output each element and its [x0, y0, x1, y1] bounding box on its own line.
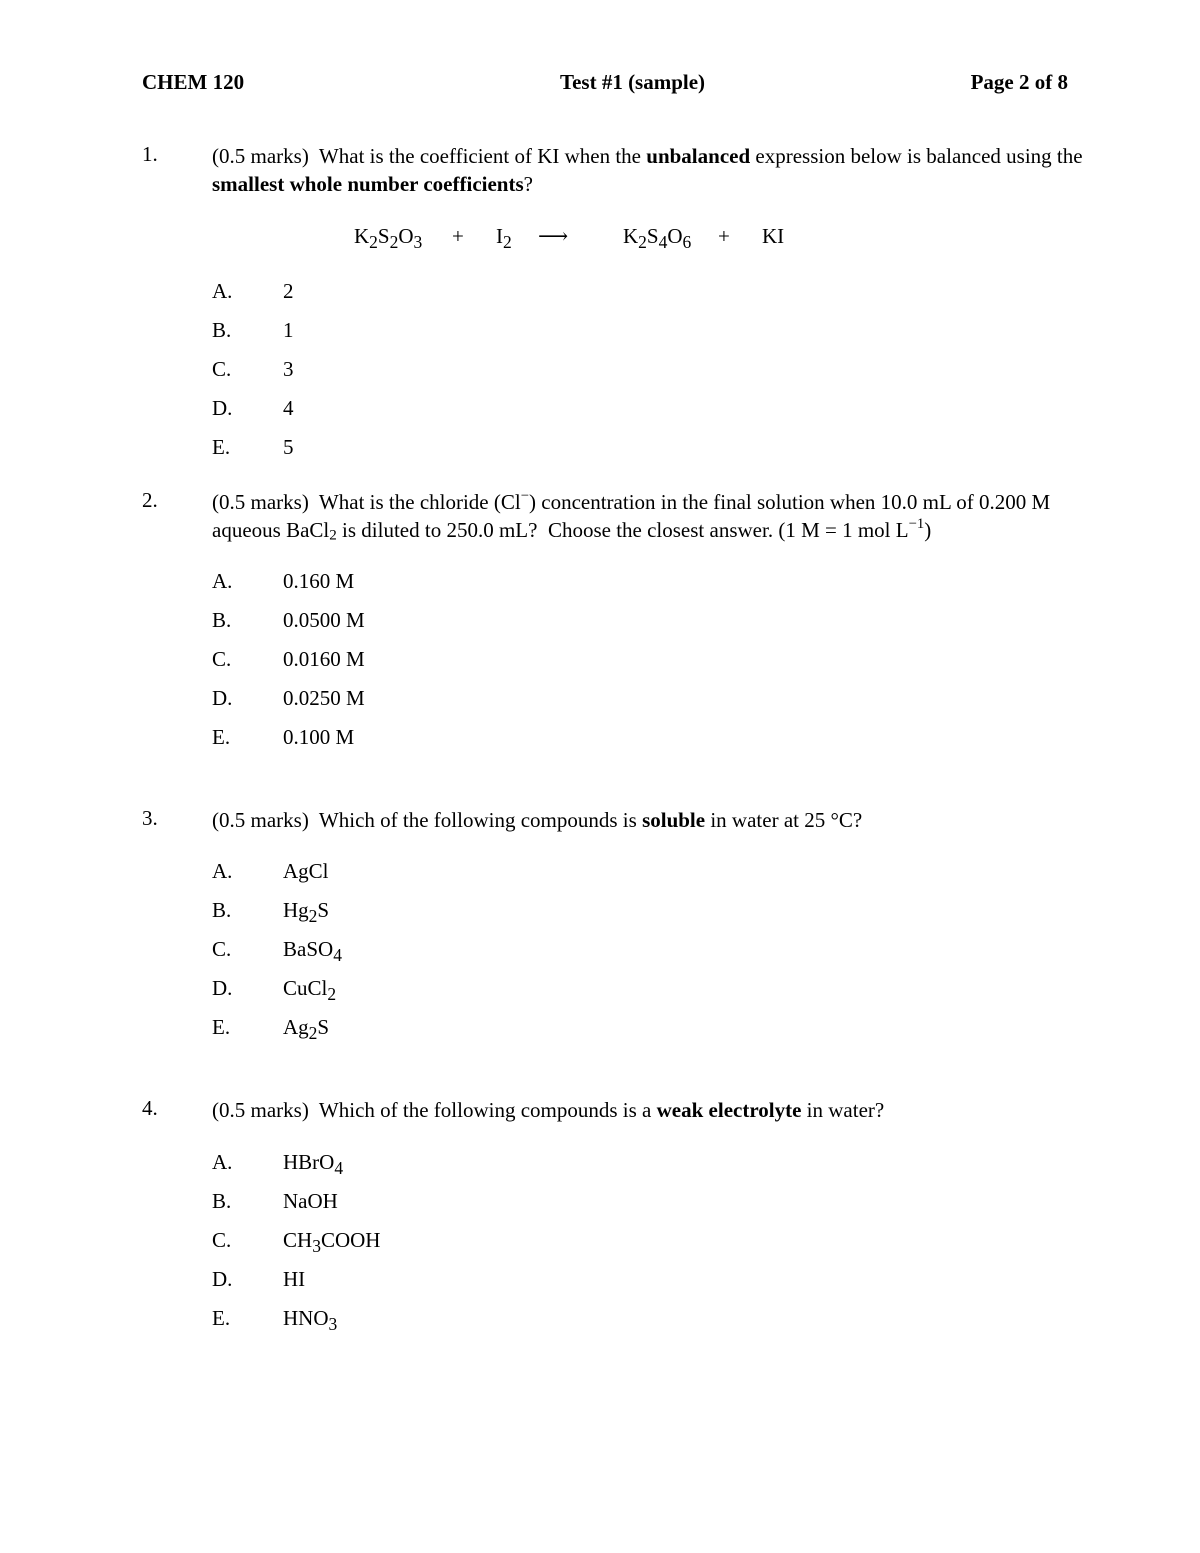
option-letter: D. [212, 976, 233, 1000]
option-value: BaSO$_4$ [283, 937, 342, 966]
option-value: 1 [283, 318, 294, 342]
equation-reactant-1: $K_2S_2O_3$ [354, 224, 423, 253]
equation-product-1: $K_2S_4O_6$ [623, 224, 692, 253]
option-letter: E. [212, 1015, 231, 1039]
option-letter: D. [212, 396, 233, 420]
question-text: (0.5 marks) Which of the following compounds is soluble in water at 25 °C? [212, 808, 863, 832]
option-letter: A. [212, 279, 233, 303]
page-header [142, 70, 1068, 100]
option-value: HI [283, 1267, 306, 1291]
option-value: HBrO$_4$ [283, 1150, 344, 1179]
course-code: CHEM 120 [142, 70, 245, 94]
equation-product-2: KI [762, 224, 785, 248]
question-number: 2. [142, 488, 158, 512]
question-number: 4. [142, 1096, 158, 1120]
option-letter: A. [212, 859, 233, 883]
equation-plus-1: + [452, 224, 464, 248]
option-letter: B. [212, 318, 232, 342]
option-letter: B. [212, 1189, 232, 1213]
equation-reactant-2: $I_2$ [496, 224, 512, 253]
option-letter: E. [212, 435, 231, 459]
option-value: $Hg_2S$ [283, 898, 330, 927]
test-title: Test #1 (sample) [560, 70, 706, 94]
option-value: CuCl$_2$ [283, 976, 337, 1005]
page-number: Page 2 of 8 [970, 70, 1068, 94]
option-value: $Ag_2S$ [283, 1015, 330, 1044]
option-value: 5 [283, 435, 294, 459]
option-letter: B. [212, 898, 232, 922]
option-value: 2 [283, 279, 294, 303]
option-letter: A. [212, 1150, 233, 1174]
option-value: 0.0160 M [283, 647, 365, 671]
option-value: 4 [283, 396, 294, 420]
option-letter: C. [212, 647, 232, 671]
question-text: (0.5 marks) What is the chloride (Cl−) concentration in the final solution when 10.0 mL of 0.200 M aqueous BaCl$_2$ is diluted to 250.0 mL? Choose the closest answer. (1 M = 1 mol $L^{-1}$) [212, 488, 1051, 544]
option-value: 3 [283, 357, 294, 381]
option-value: $CH_3COOH$ [283, 1228, 381, 1257]
option-letter: B. [212, 608, 232, 632]
option-letter: D. [212, 1267, 233, 1291]
option-letter: C. [212, 1228, 232, 1252]
equation-plus-2: + [718, 224, 730, 248]
option-value: NaOH [283, 1189, 338, 1213]
option-value: 0.0250 M [283, 686, 365, 710]
option-value: 0.160 M [283, 569, 355, 593]
option-value: 0.0500 M [283, 608, 365, 632]
option-value: $HNO_3$ [283, 1306, 338, 1335]
question-number: 3. [142, 806, 158, 830]
question-text: (0.5 marks) Which of the following compounds is a weak electrolyte in water? [212, 1098, 885, 1122]
equation-arrow: ⟶ [538, 224, 569, 248]
option-letter: E. [212, 1306, 231, 1330]
option-letter: D. [212, 686, 233, 710]
option-letter: E. [212, 725, 231, 749]
option-letter: A. [212, 569, 233, 593]
option-value: 0.100 M [283, 725, 355, 749]
option-letter: C. [212, 357, 232, 381]
option-value: AgCl [283, 859, 329, 883]
question-number: 1. [142, 142, 158, 166]
question-text: (0.5 marks) What is the coefficient of KI when the unbalanced expression below is balanced using the smallest whole number coefficients? [212, 144, 1083, 196]
option-letter: C. [212, 937, 232, 961]
